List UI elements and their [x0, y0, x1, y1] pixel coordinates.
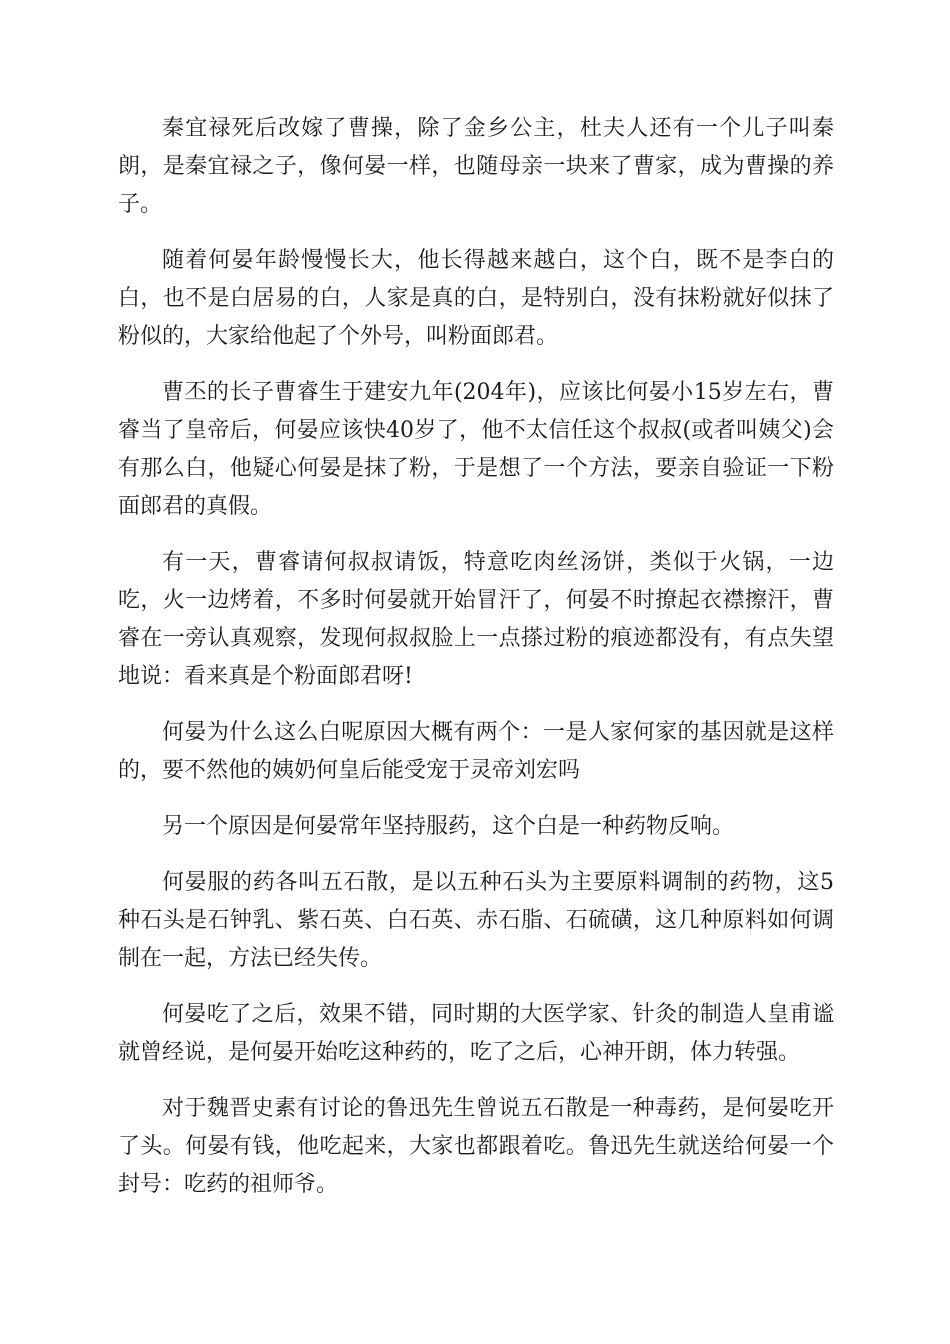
- paragraph: 对于魏晋史素有讨论的鲁迅先生曾说五石散是一种毒药，是何晏吃开了头。何晏有钱，他吃起来，大家也都跟着吃。鲁迅先生就送给何晏一个封号：吃药的祖师爷。: [118, 1096, 834, 1197]
- paragraph: 另一个原因是何晏常年坚持服药，这个白是一种药物反响。: [162, 814, 735, 839]
- paragraph: 何晏为什么这么白呢原因大概有两个：一是人家何家的基因就是这样的，要不然他的姨奶何皇后能受宠于灵帝刘宏吗: [118, 720, 834, 783]
- paragraph: 何晏吃了之后，效果不错，同时期的大医学家、针灸的制造人皇甫谧就曾经说，是何晏开始吃这种药的，吃了之后，心神开朗，体力转强。: [118, 1002, 834, 1065]
- document-body: [118, 110, 834, 1222]
- paragraph: 秦宜禄死后改嫁了曹操，除了金乡公主，杜夫人还有一个儿子叫秦朗，是秦宜禄之子，像何晏一样，也随母亲一块来了曹家，成为曹操的养子。: [118, 116, 834, 217]
- paragraph: 随着何晏年龄慢慢长大，他长得越来越白，这个白，既不是李白的白，也不是白居易的白，人家是真的白，是特别白，没有抹粉就好似抹了粉似的，大家给他起了个外号，叫粉面郎君。: [118, 248, 834, 349]
- paragraph: 曹丕的长子曹睿生于建安九年(204年)，应该比何晏小15岁左右，曹睿当了皇帝后，何晏应该快40岁了，他不太信任这个叔叔(或者叫姨父)会有那么白，他疑心何晏是抹了粉，于是想了一个方法，要亲自验证一下粉面郎君的真假。: [118, 380, 834, 519]
- paragraph: 何晏服的药各叫五石散，是以五种石头为主要原料调制的药物，这5种石头是石钟乳、紫石英、白石英、赤石脂、石硫磺，这几种原料如何调制在一起，方法已经失传。: [118, 870, 834, 971]
- paragraph: 有一天，曹睿请何叔叔请饭，特意吃肉丝汤饼，类似于火锅，一边吃，火一边烤着，不多时何晏就开始冒汗了，何晏不时撩起衣襟擦汗，曹睿在一旁认真观察，发现何叔叔脸上一点搽过粉的痕迹都没有，有点失望地说：看来真是个粉面郎君呀!: [118, 550, 834, 689]
